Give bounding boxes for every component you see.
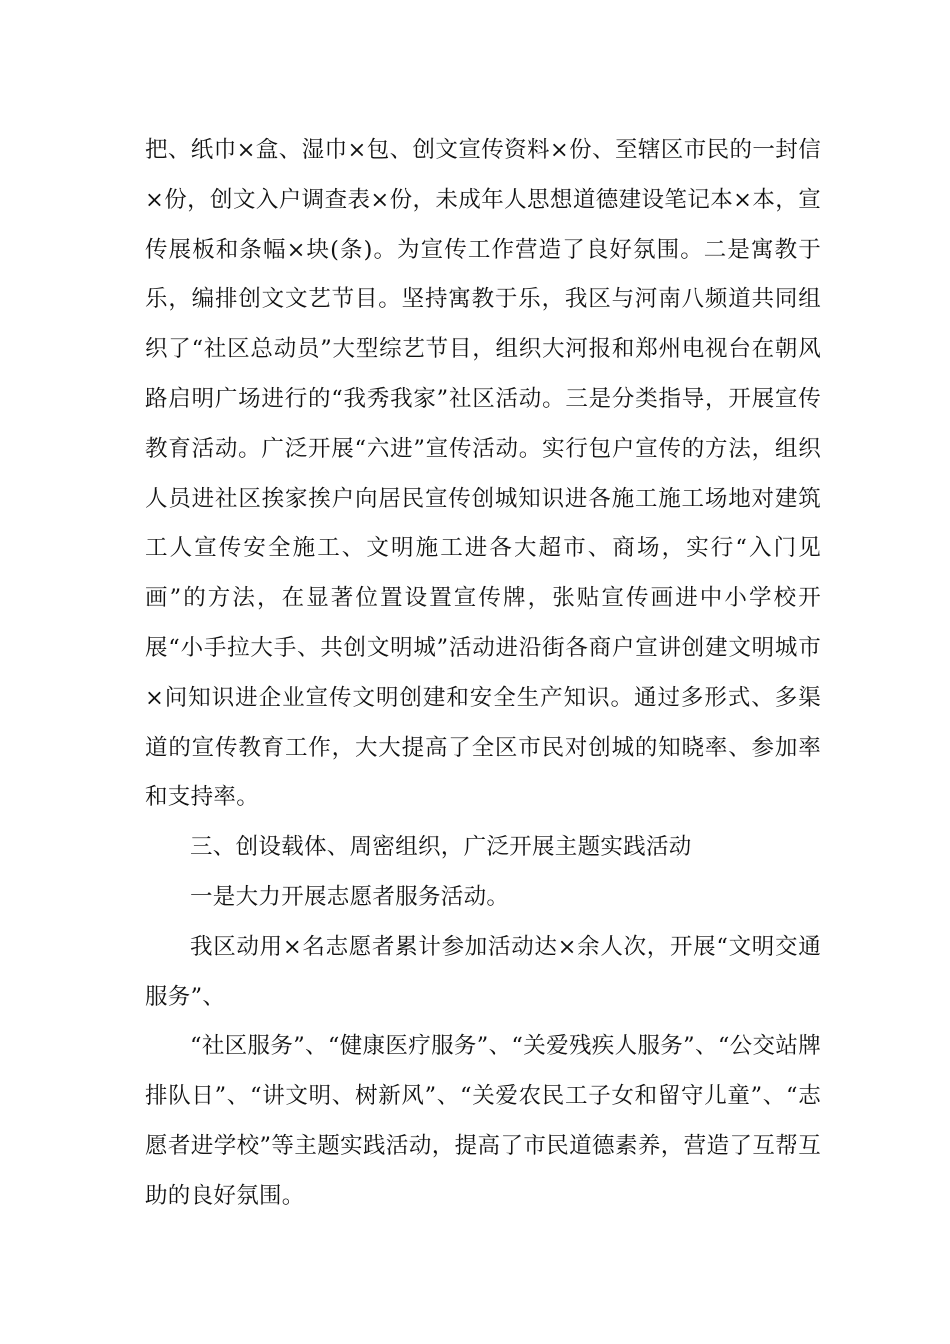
paragraph-volunteer-title: 一是大力开展志愿者服务活动。 [190, 883, 510, 910]
section-heading-three: 三、创设载体、周密组织，广泛开展主题实践活动 [190, 834, 692, 861]
body-text [145, 126, 821, 1222]
paragraph-volunteer-intro: 我区动用×名志愿者累计参加活动达×余人次，开展“文明交通服务”、 [145, 933, 821, 1010]
paragraph-volunteer-activities: “社区服务”、“健康医疗服务”、“关爱残疾人服务”、“公交站牌排队日”、“讲文明、树新风”、“关爱农民工子女和留守儿童”、“志愿者进学校”等主题实践活动，提高了市民道德素养，营造了互帮互助的良好氛围。 [145, 1033, 821, 1209]
paragraph-propaganda: 把、纸巾×盒、湿巾×包、创文宣传资料×份、至辖区市民的一封信×份，创文入户调查表×份，未成年人思想道德建设笔记本×本，宣传展板和条幅×块(条)。为宣传工作营造了良好氛围。二是寓教于乐，编排创文文艺节目。坚持寓教于乐，我区与河南八频道共同组织了“社区总动员”大型综艺节目，组织大河报和郑州电视台在朝风路启明广场进行的“我秀我家”社区活动。三是分类指导，开展宣传教育活动。广泛开展“六进”宣传活动。实行包户宣传的方法，组织人员进社区挨家挨户向居民宣传创城知识进各施工施工场地对建筑工人宣传安全施工、文明施工进各大超市、商场，实行“入门见画”的方法，在显著位置设置宣传牌，张贴宣传画进中小学校开展“小手拉大手、共创文明城”活动进沿街各商户宣讲创建文明城市×问知识进企业宣传文明创建和安全生产知识。通过多形式、多渠道的宣传教育工作，大大提高了全区市民对创城的知晓率、参加率和支持率。 [145, 137, 821, 811]
